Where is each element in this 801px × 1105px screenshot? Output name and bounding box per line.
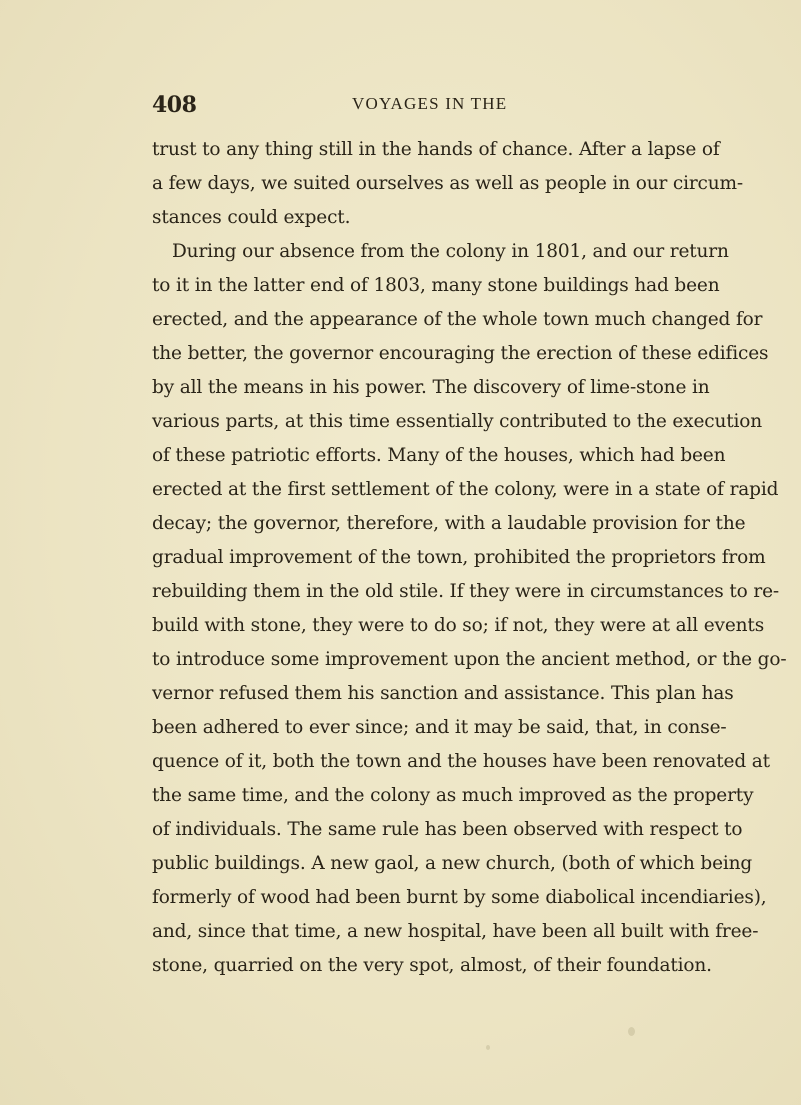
text-line: to it in the latter end of 1803, many stone buildings had been <box>152 275 720 296</box>
text-line: vernor refused them his sanction and assistance. This plan has <box>152 683 734 704</box>
text-line: trust to any thing still in the hands of chance. After a lapse of <box>152 139 720 160</box>
running-head: VOYAGES IN THE <box>352 94 508 113</box>
paper-spot <box>628 1027 635 1036</box>
text-line: stances could expect. <box>152 207 351 228</box>
page-number: 408 <box>152 92 197 118</box>
text-line: gradual improvement of the town, prohibited the proprietors from <box>152 547 766 568</box>
page-header <box>152 92 672 122</box>
text-line: decay; the governor, therefore, with a laudable provision for the <box>152 513 746 534</box>
text-line: and, since that time, a new hospital, have been all built with free- <box>152 921 759 942</box>
text-line: quence of it, both the town and the houses have been renovated at <box>152 751 770 772</box>
text-line: been adhered to ever since; and it may be said, that, in conse- <box>152 717 727 738</box>
text-line: erected at the first settlement of the colony, were in a state of rapid <box>152 479 779 500</box>
body-text <box>152 133 787 983</box>
text-line: formerly of wood had been burnt by some diabolical incendiaries), <box>152 887 767 908</box>
text-line: of these patriotic efforts. Many of the houses, which had been <box>152 445 726 466</box>
text-line: erected, and the appearance of the whole town much changed for <box>152 309 763 330</box>
text-line: of individuals. The same rule has been observed with respect to <box>152 819 743 840</box>
text-line: During our absence from the colony in 1801, and our return <box>172 241 729 262</box>
text-line: rebuilding them in the old stile. If they were in circumstances to re- <box>152 581 779 602</box>
text-line: the better, the governor encouraging the erection of these edifices <box>152 343 769 364</box>
text-line: various parts, at this time essentially contributed to the execution <box>152 411 763 432</box>
text-line: build with stone, they were to do so; if not, they were at all events <box>152 615 765 636</box>
text-line: public buildings. A new gaol, a new church, (both of which being <box>152 853 753 874</box>
paper-spot <box>486 1045 490 1050</box>
text-line: to introduce some improvement upon the ancient method, or the go- <box>152 649 787 670</box>
text-line: stone, quarried on the very spot, almost, of their foundation. <box>152 955 712 976</box>
text-line: the same time, and the colony as much improved as the property <box>152 785 754 806</box>
text-line: by all the means in his power. The discovery of lime-stone in <box>152 377 710 398</box>
text-line: a few days, we suited ourselves as well as people in our circum- <box>152 173 744 194</box>
